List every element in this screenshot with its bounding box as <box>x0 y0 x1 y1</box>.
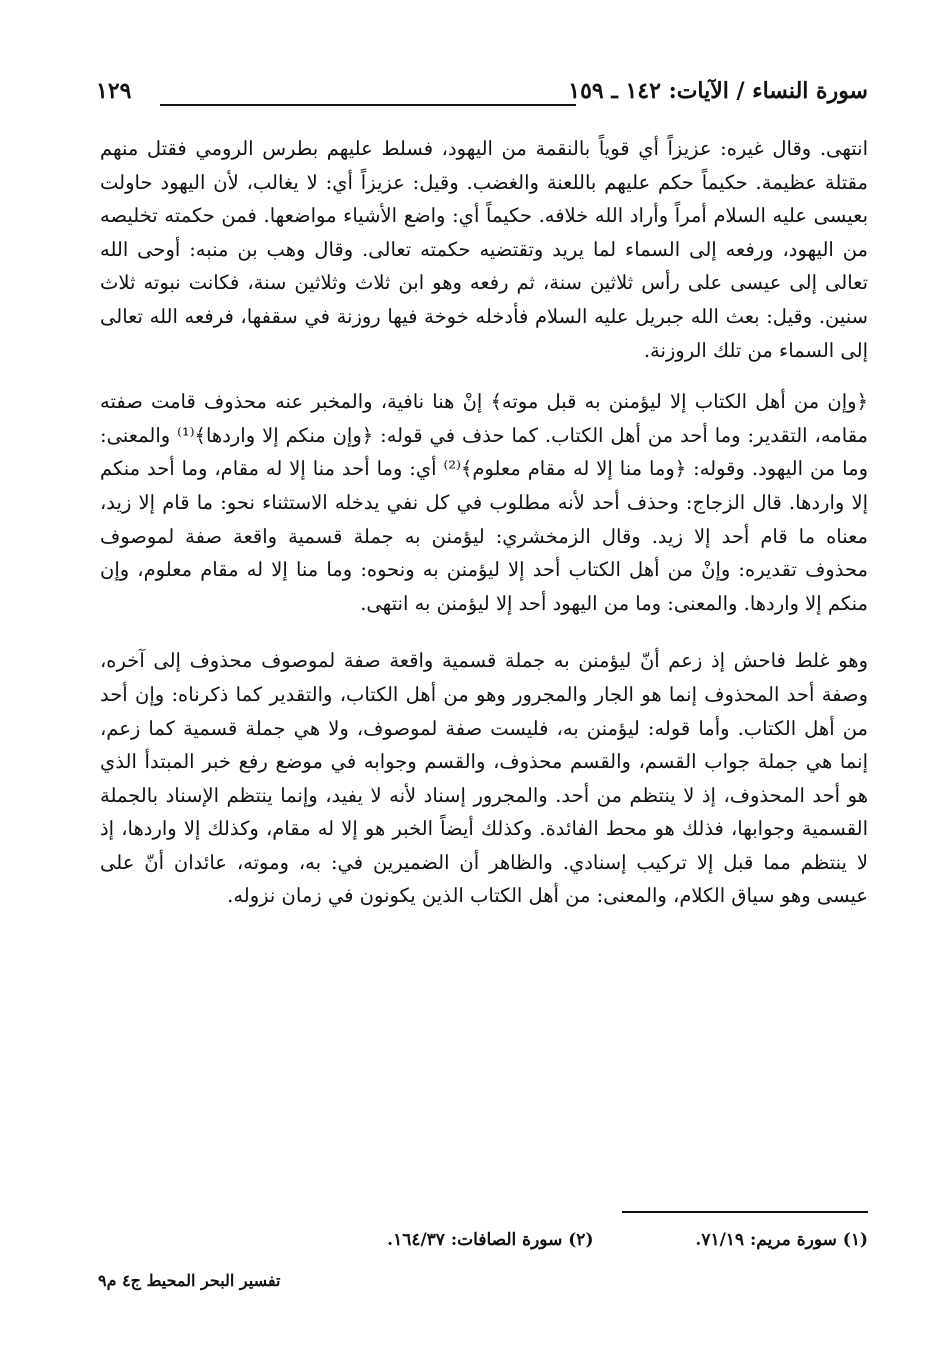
paragraph-1: انتهى. وقال غيره: عزيزاً أي قوياً بالنقمة من اليهود، فسلط عليهم بطرس الرومي فقتل منهم مقتلة عظيمة. حكيماً حكم عليهم باللعنة والغضب. وقيل: عزيزاً أي: لا يغالب، لأن اليهود حاولت بعيسى عليه السلام أمراً وأراد الله خلافه. حكيماً أي: واضع الأشياء مواضعها. فمن حكمته تخليصه من اليهود، ورفعه إلى السماء لما يريد وتقتضيه حكمته تعالى. وقال وهب بن منبه: أوحى الله تعالى إلى عيسى على رأس ثلاثين سنة، ثم رفعه وهو ابن ثلاث وثلاثين سنة، فكانت نبوته ثلاث سنين. وقيل: بعث الله جبريل عليه السلام فأدخله خوخة فيها روزنة في سقفها، فرفعه الله تعالى إلى السماء من تلك الروزنة. <box>100 137 868 362</box>
running-header <box>96 78 868 114</box>
footnote-rule <box>622 1211 868 1213</box>
signature-mark: تفسير البحر المحيط ج٤ م٩ <box>98 1271 281 1290</box>
paragraph-2: ﴿وإن من أهل الكتاب إلا ليؤمنن به قبل موته﴾ إنْ هنا نافية، والمخبر عنه محذوف قامت صفته مقامه، التقدير: وما أحد من أهل الكتاب. كما حذف في قوله: ﴿وإن منكم إلا واردها﴾⁽¹⁾ والمعنى: وما من اليهود. وقوله: ﴿وما منا إلا له مقام معلوم﴾⁽²⁾ أي: وما أحد منا إلا له مقام، وما أحد منكم إلا واردها. قال الزجاج: وحذف أحد لأنه مطلوب في كل نفي يدخله الاستثناء نحو: ما قام إلا زيد، معناه ما قام أحد إلا زيد. وقال الزمخشري: ليؤمنن به جملة قسمية واقعة صفة لموصوف محذوف تقديره: وإنْ من أهل الكتاب أحد إلا ليؤمنن به ونحوه: وما منا إلا له مقام معلوم، وإن منكم إلا واردها. والمعنى: وما من اليهود أحد إلا ليؤمنن به انتهى. <box>100 390 869 615</box>
footnote-1: (١) سورة مريم: ٧١/١٩. <box>695 1230 868 1250</box>
footnotes <box>250 1230 868 1250</box>
page-number: ١٢٩ <box>96 78 132 104</box>
header-rule <box>160 104 576 106</box>
footnote-2: (٢) سورة الصافات: ١٦٤/٣٧. <box>387 1230 594 1250</box>
main-text <box>100 132 868 913</box>
header-title: سورة النساء / الآيات: ١٤٢ ـ ١٥٩ <box>568 78 868 104</box>
paragraph-3: وهو غلط فاحش إذ زعم أنّ ليؤمنن به جملة قسمية واقعة صفة لموصوف محذوف إلى آخره، وصفة أحد المحذوف إنما هو الجار والمجرور وهو من أهل الكتاب، والتقدير كما ذكرناه: وإن أحد من أهل الكتاب. وأما قوله: ليؤمنن به، فليست صفة لموصوف، ولا هي جملة قسمية كما زعم، إنما هي جملة جواب القسم، والقسم محذوف، والقسم وجوابه في موضع رفع خبر المبتدأ الذي هو أحد المحذوف، إذ لا ينتظم من أحد. والمجرور إسناد لأنه لا يفيد، وإنما ينتظم الإسناد بالجملة القسمية وجوابها، فذلك هو محط الفائدة. وكذلك أيضاً الخبر هو إلا له مقام، وكذلك إلا واردها، إذ لا ينتظم مما قبل إلا تركيب إسنادي. والظاهر أن الضميرين في: به، وموته، عائدان أنّ على عيسى وهو سياق الكلام، والمعنى: من أهل الكتاب الذين يكونون في زمان نزوله. <box>100 649 868 908</box>
